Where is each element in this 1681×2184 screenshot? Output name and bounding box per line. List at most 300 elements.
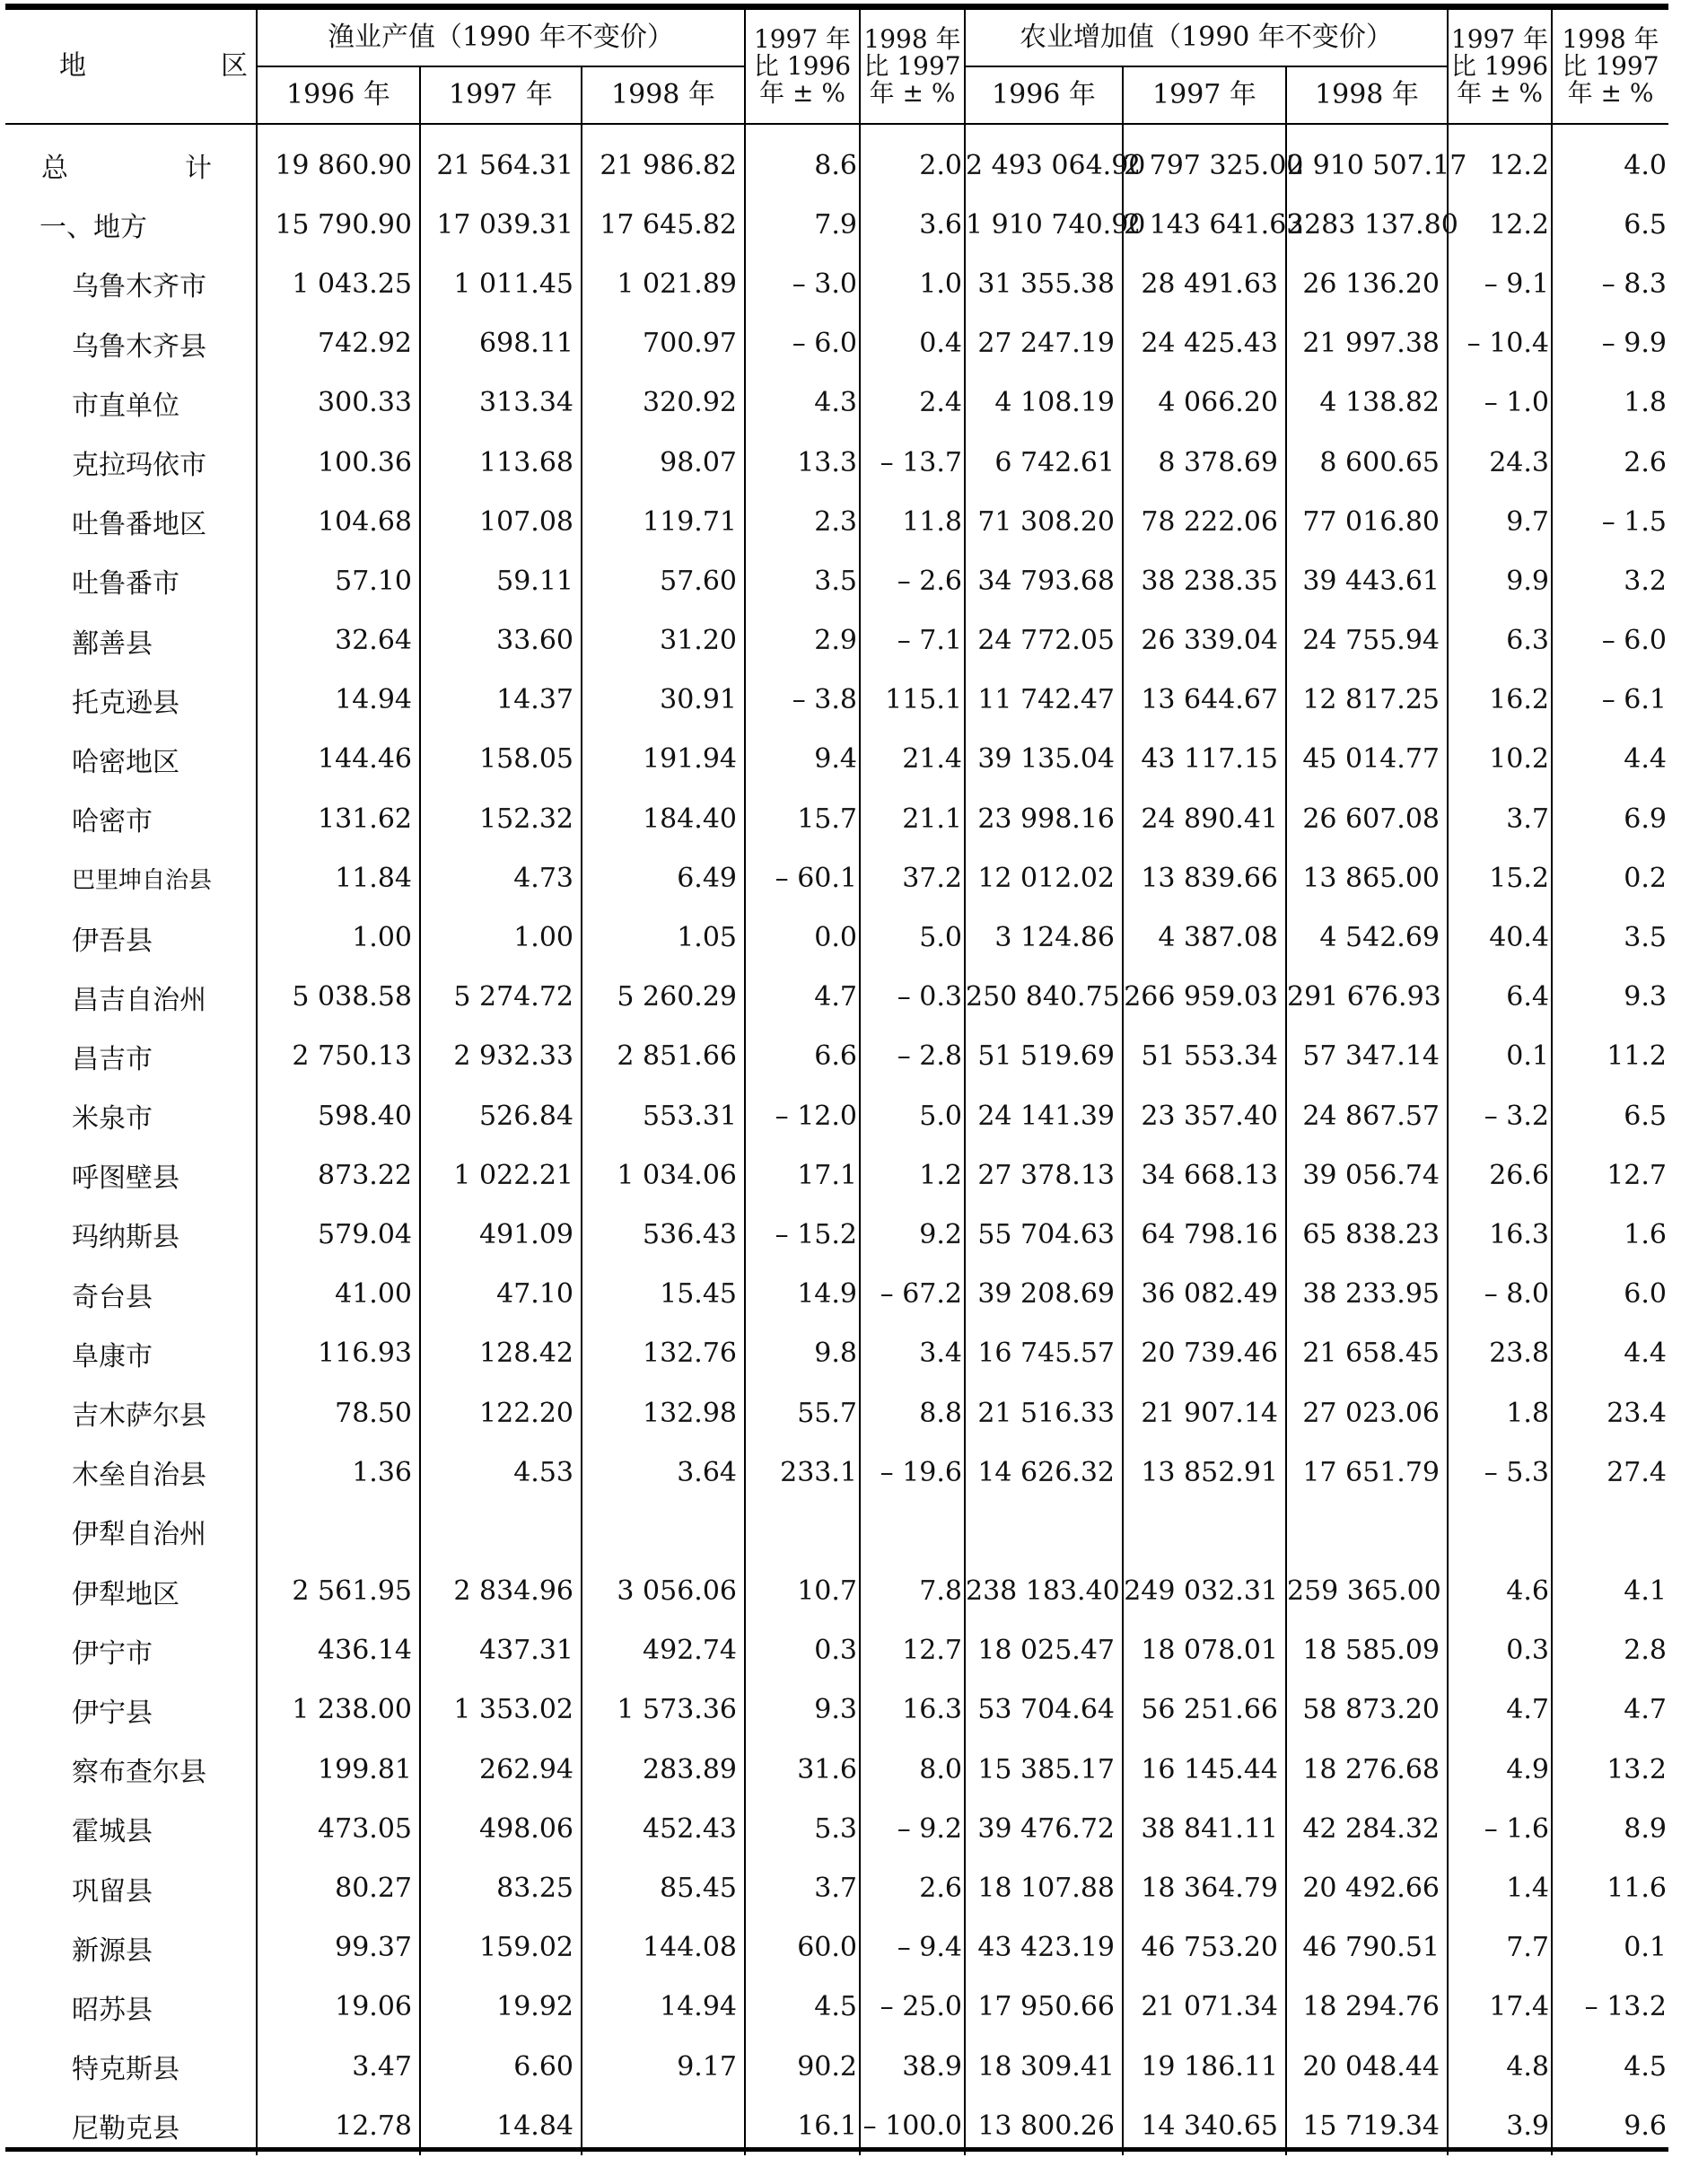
fishery-pct98-cell: 2.6 [860, 1858, 965, 1917]
agri-1996-cell: 11 742.47 [965, 671, 1123, 730]
agri-1997-cell: 38 841.11 [1123, 1799, 1286, 1858]
agri-1996-cell: 238 183.40 [965, 1562, 1123, 1621]
agri-1996-cell: 71 308.20 [965, 492, 1123, 551]
fishery-1998-cell: 21 986.82 [582, 124, 745, 195]
agri-pct97-cell: 7.7 [1448, 1918, 1552, 1978]
agri-1997-cell: 24 890.41 [1123, 789, 1286, 848]
fishery-1996-cell: 19.06 [257, 1978, 420, 2037]
agri-1998-cell: 18 294.76 [1286, 1978, 1448, 2037]
agri-pct97-cell: 9.7 [1448, 492, 1552, 551]
fishery-pct97-header: 1997 年 比 1996 年 ± % [745, 9, 860, 124]
agri-1997-cell: 36 082.49 [1123, 1265, 1286, 1324]
agri-pct98-cell: 2.8 [1552, 1621, 1668, 1680]
fishery-pct97-cell [745, 1502, 860, 1561]
agri-1998-cell: 13 865.00 [1286, 848, 1448, 908]
fishery-1998-cell [582, 2096, 745, 2155]
agri-1998-cell: 12 817.25 [1286, 671, 1448, 730]
table-row [5, 1918, 1668, 1978]
table-row [5, 551, 1668, 610]
fishery-1996-cell: 104.68 [257, 492, 420, 551]
agri-pct97-cell: 1.4 [1448, 1858, 1552, 1917]
agri-pct98-cell: 0.1 [1552, 1918, 1668, 1978]
region-name-cell: 阜康市 [5, 1324, 257, 1383]
agri-1997-cell: 20 739.46 [1123, 1324, 1286, 1383]
agri-1997-cell: 51 553.34 [1123, 1027, 1286, 1086]
agri-1996-cell: 14 626.32 [965, 1443, 1123, 1502]
agri-pct98-cell: – 6.0 [1552, 611, 1668, 671]
fishery-1996-cell: 57.10 [257, 551, 420, 610]
agri-pct97-cell: – 9.1 [1448, 254, 1552, 313]
agri-1998-cell: 20 048.44 [1286, 2037, 1448, 2096]
agri-1998-cell: 45 014.77 [1286, 730, 1448, 789]
agri-pct98-cell: – 9.9 [1552, 314, 1668, 373]
region-name-cell: 哈密市 [5, 789, 257, 848]
agri-1996-cell: 55 704.63 [965, 1205, 1123, 1264]
table-row [5, 254, 1668, 313]
fishery-pct98-cell: – 9.2 [860, 1799, 965, 1858]
fishery-pct98-cell: 7.8 [860, 1562, 965, 1621]
region-name-cell: 昌吉市 [5, 1027, 257, 1086]
agri-pct98-cell: 12.7 [1552, 1145, 1668, 1205]
agri-pct97-cell: 4.7 [1448, 1680, 1552, 1740]
agri-1998-cell: 38 233.95 [1286, 1265, 1448, 1324]
agri-pct97-cell: 40.4 [1448, 908, 1552, 967]
agri-1996-cell: 27 247.19 [965, 314, 1123, 373]
agri-1998-cell: 4 138.82 [1286, 373, 1448, 433]
agri-1998-cell: 8 600.65 [1286, 433, 1448, 492]
agri-1998-cell: 4 542.69 [1286, 908, 1448, 967]
agri-1997-cell: 266 959.03 [1123, 968, 1286, 1027]
agri-1998-cell: 17 651.79 [1286, 1443, 1448, 1502]
agri-1996-cell: 24 141.39 [965, 1086, 1123, 1145]
fishery-1996-cell: 598.40 [257, 1086, 420, 1145]
table-row [5, 1562, 1668, 1621]
region-name-cell: 伊宁市 [5, 1621, 257, 1680]
table-row [5, 1680, 1668, 1740]
fishery-pct98-cell: 0.4 [860, 314, 965, 373]
fishery-1996-cell: 1.00 [257, 908, 420, 967]
table-row [5, 1858, 1668, 1917]
table-row [5, 124, 1668, 195]
fishery-pct97-cell: 15.7 [745, 789, 860, 848]
agri-pct98-cell: 0.2 [1552, 848, 1668, 908]
fishery-1998-cell: 492.74 [582, 1621, 745, 1680]
agri-1996-cell: 2 493 064.90 [965, 124, 1123, 195]
agri-pct97-cell: 3.9 [1448, 2096, 1552, 2155]
fishery-pct97-cell: – 15.2 [745, 1205, 860, 1264]
fishery-1997-cell: 498.06 [420, 1799, 582, 1858]
fishery-pct98-cell: 37.2 [860, 848, 965, 908]
fishery-pct97-cell: 9.4 [745, 730, 860, 789]
table-row [5, 2096, 1668, 2155]
fishery-pct97-cell: 4.5 [745, 1978, 860, 2037]
fishery-pct98-cell: 5.0 [860, 908, 965, 967]
agri-pct98-cell: 11.2 [1552, 1027, 1668, 1086]
agri-1996-cell: 6 742.61 [965, 433, 1123, 492]
fishery-1998-cell [582, 1502, 745, 1561]
agri-1998-cell: 26 607.08 [1286, 789, 1448, 848]
agri-pct97-cell: – 3.2 [1448, 1086, 1552, 1145]
fishery-pct98-cell: – 19.6 [860, 1443, 965, 1502]
agri-pct97-cell: 6.3 [1448, 611, 1552, 671]
region-name-cell: 木垒自治县 [5, 1443, 257, 1502]
fishery-1997-cell: 159.02 [420, 1918, 582, 1978]
agri-1997-cell: 34 668.13 [1123, 1145, 1286, 1205]
agri-1997-cell: 38 238.35 [1123, 551, 1286, 610]
agri-1998-cell: 65 838.23 [1286, 1205, 1448, 1264]
table-row [5, 789, 1668, 848]
agri-pct98-cell: – 8.3 [1552, 254, 1668, 313]
fishery-1996-cell: 116.93 [257, 1324, 420, 1383]
fishery-pct97-cell: 90.2 [745, 2037, 860, 2096]
fishery-pct97-cell: 13.3 [745, 433, 860, 492]
fishery-1996-cell: 12.78 [257, 2096, 420, 2155]
fishery-1997-cell: 122.20 [420, 1383, 582, 1443]
fishery-1997-cell: 17 039.31 [420, 195, 582, 254]
fishery-pct97-cell: 233.1 [745, 1443, 860, 1502]
fishery-1998-cell: 452.43 [582, 1799, 745, 1858]
agri-pct98-cell: 1.8 [1552, 373, 1668, 433]
fishery-pct97-cell: 10.7 [745, 1562, 860, 1621]
fishery-1996-cell: 1 043.25 [257, 254, 420, 313]
agri-1997-cell: 21 071.34 [1123, 1978, 1286, 2037]
agri-1998-cell: 27 023.06 [1286, 1383, 1448, 1443]
fishery-1996-cell: 579.04 [257, 1205, 420, 1264]
agri-pct97-cell: 4.6 [1448, 1562, 1552, 1621]
table-row [5, 433, 1668, 492]
agri-1996-cell: 34 793.68 [965, 551, 1123, 610]
table-row [5, 1621, 1668, 1680]
agri-1996-cell: 1 910 740.90 [965, 195, 1123, 254]
agri-pct97-cell: 6.4 [1448, 968, 1552, 1027]
agri-1997-cell: 13 644.67 [1123, 671, 1286, 730]
agri-pct97-cell: 24.3 [1448, 433, 1552, 492]
fishery-1997-cell: 1 011.45 [420, 254, 582, 313]
agri-pct97-header: 1997 年 比 1996 年 ± % [1448, 9, 1552, 124]
agri-1997-cell: 18 078.01 [1123, 1621, 1286, 1680]
fishery-1998-cell: 119.71 [582, 492, 745, 551]
fishery-output-header: 渔业产值（1990 年不变价） [257, 9, 745, 66]
agri-1996-cell: 17 950.66 [965, 1978, 1123, 2037]
table-row [5, 671, 1668, 730]
region-name-cell: 特克斯县 [5, 2037, 257, 2096]
agri-1998-cell: 2 910 507.17 [1286, 124, 1448, 195]
fishery-1996-cell: 144.46 [257, 730, 420, 789]
region-name-cell: 呼图壁县 [5, 1145, 257, 1205]
agri-1996-cell: 13 800.26 [965, 2096, 1123, 2155]
fishery-pct97-cell: 7.9 [745, 195, 860, 254]
agri-1998-cell: 21 997.38 [1286, 314, 1448, 373]
fishery-pct98-cell: – 13.7 [860, 433, 965, 492]
fishery-1998-cell: 3 056.06 [582, 1562, 745, 1621]
agri-1996-cell: 12 012.02 [965, 848, 1123, 908]
fishery-1997-header: 1997 年 [420, 66, 582, 124]
fishery-1997-cell: 21 564.31 [420, 124, 582, 195]
fishery-pct98-cell: 21.1 [860, 789, 965, 848]
agri-pct98-cell: 3.5 [1552, 908, 1668, 967]
agri-1997-cell: 19 186.11 [1123, 2037, 1286, 2096]
fishery-1996-cell: 78.50 [257, 1383, 420, 1443]
fishery-1997-cell: 33.60 [420, 611, 582, 671]
table-row [5, 1086, 1668, 1145]
agri-1997-cell: 23 357.40 [1123, 1086, 1286, 1145]
fishery-1996-cell: 19 860.90 [257, 124, 420, 195]
fishery-1997-cell: 6.60 [420, 2037, 582, 2096]
fishery-1998-cell: 132.98 [582, 1383, 745, 1443]
fishery-1998-cell: 3.64 [582, 1443, 745, 1502]
agri-1997-cell: 8 378.69 [1123, 433, 1286, 492]
region-name-cell: 米泉市 [5, 1086, 257, 1145]
fishery-1997-cell: 14.84 [420, 2096, 582, 2155]
agri-pct98-cell: 13.2 [1552, 1740, 1668, 1799]
agri-pct98-cell [1552, 1502, 1668, 1561]
agri-value-added-header: 农业增加值（1990 年不变价） [965, 9, 1448, 66]
agri-1996-cell [965, 1502, 1123, 1561]
fishery-1996-cell: 2 750.13 [257, 1027, 420, 1086]
agri-pct98-cell: 27.4 [1552, 1443, 1668, 1502]
fishery-1996-cell: 11.84 [257, 848, 420, 908]
agri-1997-cell: 24 425.43 [1123, 314, 1286, 373]
agri-pct97-cell: 9.9 [1448, 551, 1552, 610]
agri-1997-cell: 13 852.91 [1123, 1443, 1286, 1502]
agri-1996-cell: 27 378.13 [965, 1145, 1123, 1205]
table-row [5, 1324, 1668, 1383]
agri-1998-cell: 24 867.57 [1286, 1086, 1448, 1145]
region-name-cell: 伊犁自治州 [5, 1502, 257, 1561]
table-row [5, 1205, 1668, 1264]
agri-pct98-cell: 6.5 [1552, 1086, 1668, 1145]
agri-pct98-cell: – 6.1 [1552, 671, 1668, 730]
fishery-pct98-cell [860, 1502, 965, 1561]
agri-1998-cell: 39 056.74 [1286, 1145, 1448, 1205]
region-name-cell: 昌吉自治州 [5, 968, 257, 1027]
region-name-cell: 哈密地区 [5, 730, 257, 789]
fishery-1996-header: 1996 年 [257, 66, 420, 124]
agri-1998-cell: 46 790.51 [1286, 1918, 1448, 1978]
fishery-1996-cell: 5 038.58 [257, 968, 420, 1027]
fishery-1998-cell: 1.05 [582, 908, 745, 967]
agri-1998-cell: 18 585.09 [1286, 1621, 1448, 1680]
agri-pct98-cell: – 13.2 [1552, 1978, 1668, 2037]
agri-1998-cell: 259 365.00 [1286, 1562, 1448, 1621]
agri-1997-cell: 43 117.15 [1123, 730, 1286, 789]
fishery-pct97-cell: 4.7 [745, 968, 860, 1027]
agri-1996-cell: 4 108.19 [965, 373, 1123, 433]
fishery-1997-cell: 698.11 [420, 314, 582, 373]
fishery-pct98-cell: 16.3 [860, 1680, 965, 1740]
table-row [5, 611, 1668, 671]
region-name-cell: 鄯善县 [5, 611, 257, 671]
fishery-pct97-cell: – 3.0 [745, 254, 860, 313]
fishery-pct97-cell: – 60.1 [745, 848, 860, 908]
agri-1998-cell: 57 347.14 [1286, 1027, 1448, 1086]
fishery-1997-cell [420, 1502, 582, 1561]
fishery-1998-cell: 31.20 [582, 611, 745, 671]
fishery-pct98-cell: 1.2 [860, 1145, 965, 1205]
fishery-pct98-cell: 38.9 [860, 2037, 965, 2096]
fishery-pct97-cell: 0.0 [745, 908, 860, 967]
agri-1998-cell: 15 719.34 [1286, 2096, 1448, 2155]
fishery-1997-cell: 113.68 [420, 433, 582, 492]
agri-pct97-cell: 4.9 [1448, 1740, 1552, 1799]
agri-1996-cell: 31 355.38 [965, 254, 1123, 313]
agri-pct98-cell: 8.9 [1552, 1799, 1668, 1858]
agri-1996-cell: 43 423.19 [965, 1918, 1123, 1978]
agri-1998-cell: 21 658.45 [1286, 1324, 1448, 1383]
fishery-1998-cell: 5 260.29 [582, 968, 745, 1027]
fishery-1998-header: 1998 年 [582, 66, 745, 124]
table-row [5, 1383, 1668, 1443]
fishery-pct97-cell: 31.6 [745, 1740, 860, 1799]
fishery-1998-cell: 9.17 [582, 2037, 745, 2096]
table-row [5, 1443, 1668, 1502]
agri-pct98-cell: – 1.5 [1552, 492, 1668, 551]
agri-1998-cell: 291 676.93 [1286, 968, 1448, 1027]
agri-1997-cell: 2 143 641.63 [1123, 195, 1286, 254]
agri-1996-cell: 21 516.33 [965, 1383, 1123, 1443]
fishery-1997-cell: 1.00 [420, 908, 582, 967]
fishery-1997-cell: 4.53 [420, 1443, 582, 1502]
fishery-pct97-cell: 6.6 [745, 1027, 860, 1086]
agri-1997-cell: 26 339.04 [1123, 611, 1286, 671]
fishery-pct97-cell: 9.8 [745, 1324, 860, 1383]
fishery-1996-cell: 100.36 [257, 433, 420, 492]
fishery-1997-cell: 47.10 [420, 1265, 582, 1324]
agri-pct98-cell: 4.4 [1552, 1324, 1668, 1383]
fishery-1998-cell: 132.76 [582, 1324, 745, 1383]
table-body [5, 124, 1668, 2155]
fishery-pct97-cell: 4.3 [745, 373, 860, 433]
fishery-pct97-cell: 3.7 [745, 1858, 860, 1917]
table-row [5, 1145, 1668, 1205]
fishery-pct97-cell: 16.1 [745, 2096, 860, 2155]
fishery-pct98-cell: 3.4 [860, 1324, 965, 1383]
region-name-cell: 伊宁县 [5, 1680, 257, 1740]
fishery-pct98-cell: – 100.0 [860, 2096, 965, 2155]
fishery-1997-cell: 152.32 [420, 789, 582, 848]
region-name-cell: 新源县 [5, 1918, 257, 1978]
agri-1996-cell: 53 704.64 [965, 1680, 1123, 1740]
agri-1998-header: 1998 年 [1286, 66, 1448, 124]
fishery-pct97-cell: 5.3 [745, 1799, 860, 1858]
fishery-1996-cell: 742.92 [257, 314, 420, 373]
fishery-1998-cell: 184.40 [582, 789, 745, 848]
table-row [5, 730, 1668, 789]
region-name-cell: 伊吾县 [5, 908, 257, 967]
fishery-1996-cell: 41.00 [257, 1265, 420, 1324]
fishery-pct98-cell: 115.1 [860, 671, 965, 730]
agri-1997-header: 1997 年 [1123, 66, 1286, 124]
agri-pct98-cell: 4.7 [1552, 1680, 1668, 1740]
agri-1996-cell: 15 385.17 [965, 1740, 1123, 1799]
agri-pct97-cell: – 8.0 [1448, 1265, 1552, 1324]
region-name-cell: 察布查尔县 [5, 1740, 257, 1799]
fishery-1996-cell: 199.81 [257, 1740, 420, 1799]
fishery-1998-cell: 191.94 [582, 730, 745, 789]
region-name-cell: 总 计 [5, 124, 257, 195]
region-name-cell: 乌鲁木齐市 [5, 254, 257, 313]
fishery-pct98-cell: 8.8 [860, 1383, 965, 1443]
agri-pct97-cell: – 1.6 [1448, 1799, 1552, 1858]
agri-1997-cell: 13 839.66 [1123, 848, 1286, 908]
fishery-1997-cell: 59.11 [420, 551, 582, 610]
fishery-pct97-cell: 8.6 [745, 124, 860, 195]
fishery-1997-cell: 158.05 [420, 730, 582, 789]
fishery-1996-cell: 80.27 [257, 1858, 420, 1917]
region-name-cell: 巩留县 [5, 1858, 257, 1917]
table-row [5, 2037, 1668, 2096]
region-name-cell: 吉木萨尔县 [5, 1383, 257, 1443]
fishery-pct98-cell: – 7.1 [860, 611, 965, 671]
agri-pct97-cell: 12.2 [1448, 195, 1552, 254]
fishery-pct97-cell: – 12.0 [745, 1086, 860, 1145]
fishery-1997-cell: 1 353.02 [420, 1680, 582, 1740]
table-row [5, 1799, 1668, 1858]
fishery-1997-cell: 5 274.72 [420, 968, 582, 1027]
fishery-1998-cell: 553.31 [582, 1086, 745, 1145]
agri-1997-cell: 78 222.06 [1123, 492, 1286, 551]
fishery-1996-cell: 473.05 [257, 1799, 420, 1858]
agri-pct97-cell: 1.8 [1448, 1383, 1552, 1443]
fishery-1998-cell: 2 851.66 [582, 1027, 745, 1086]
agri-pct97-cell: 0.3 [1448, 1621, 1552, 1680]
table-row [5, 1265, 1668, 1324]
fishery-1997-cell: 313.34 [420, 373, 582, 433]
agri-pct98-cell: 4.1 [1552, 1562, 1668, 1621]
fishery-1996-cell: 3.47 [257, 2037, 420, 2096]
agri-pct98-cell: 6.0 [1552, 1265, 1668, 1324]
statistics-table-sheet [5, 4, 1668, 2152]
fishery-pct98-cell: – 9.4 [860, 1918, 965, 1978]
agri-pct97-cell: 3.7 [1448, 789, 1552, 848]
region-name-cell: 乌鲁木齐县 [5, 314, 257, 373]
region-name-cell: 尼勒克县 [5, 2096, 257, 2155]
fishery-1998-cell: 14.94 [582, 1978, 745, 2037]
fishery-1998-cell: 320.92 [582, 373, 745, 433]
fishery-1998-cell: 6.49 [582, 848, 745, 908]
fishery-1997-cell: 2 834.96 [420, 1562, 582, 1621]
region-name-cell: 托克逊县 [5, 671, 257, 730]
agri-1996-cell: 18 107.88 [965, 1858, 1123, 1917]
region-name-cell: 吐鲁番市 [5, 551, 257, 610]
agri-1996-cell: 39 476.72 [965, 1799, 1123, 1858]
agri-pct97-cell: 17.4 [1448, 1978, 1552, 2037]
fishery-pct98-cell: – 2.8 [860, 1027, 965, 1086]
agri-pct97-cell: 0.1 [1448, 1027, 1552, 1086]
agri-pct97-cell: 15.2 [1448, 848, 1552, 908]
agri-pct98-cell: 1.6 [1552, 1205, 1668, 1264]
fishery-pct98-cell: 1.0 [860, 254, 965, 313]
fishery-1998-cell: 30.91 [582, 671, 745, 730]
agri-1997-cell [1123, 1502, 1286, 1561]
fishery-1997-cell: 19.92 [420, 1978, 582, 2037]
fishery-pct98-cell: 2.0 [860, 124, 965, 195]
fishery-pct97-cell: – 6.0 [745, 314, 860, 373]
fishery-pct98-cell: 2.4 [860, 373, 965, 433]
region-name-cell: 霍城县 [5, 1799, 257, 1858]
fishery-1998-cell: 1 034.06 [582, 1145, 745, 1205]
agri-pct98-cell: 4.0 [1552, 124, 1668, 195]
fishery-1996-cell: 131.62 [257, 789, 420, 848]
fishery-1998-cell: 1 021.89 [582, 254, 745, 313]
agri-pct98-cell: 9.6 [1552, 2096, 1668, 2155]
agri-1998-cell: 58 873.20 [1286, 1680, 1448, 1740]
table-row [5, 968, 1668, 1027]
table-row [5, 848, 1668, 908]
agri-1996-cell: 23 998.16 [965, 789, 1123, 848]
fishery-pct97-cell: 14.9 [745, 1265, 860, 1324]
fishery-1998-cell: 536.43 [582, 1205, 745, 1264]
